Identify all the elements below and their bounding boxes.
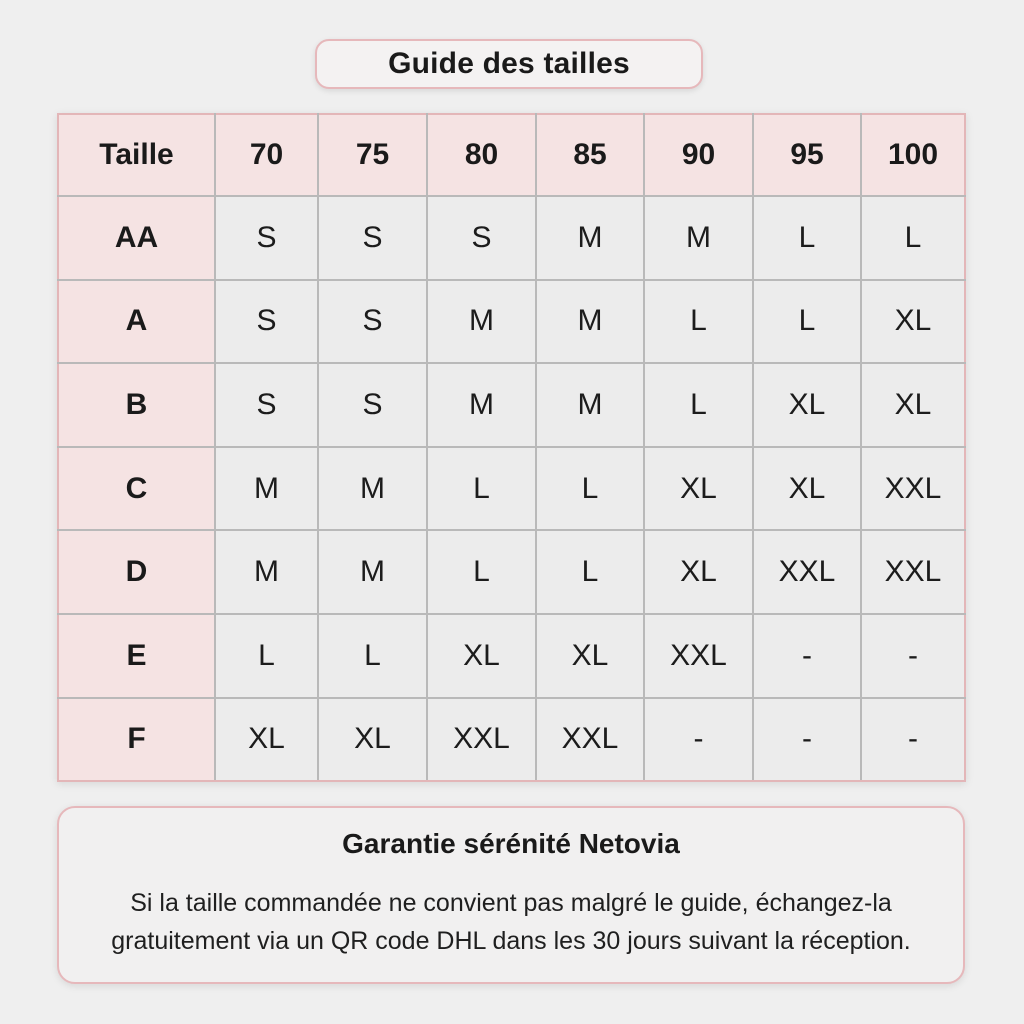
- table-row: [58, 196, 965, 280]
- table-cell: XL: [644, 530, 753, 614]
- table-header-row: [58, 114, 965, 196]
- guarantee-text-line: gratuitement via un QR code DHL dans les 30 jours suivant la réception.: [111, 927, 911, 955]
- table-cell: S: [318, 196, 427, 280]
- table-row: [58, 280, 965, 364]
- table-cell: XL: [753, 363, 861, 447]
- table-cell: XXL: [753, 530, 861, 614]
- table-cell: M: [536, 363, 644, 447]
- table-cell: -: [753, 698, 861, 782]
- column-header: 70: [215, 114, 318, 196]
- table-cell: XXL: [427, 698, 536, 782]
- table-cell: L: [536, 530, 644, 614]
- table-cell: S: [215, 363, 318, 447]
- table-cell: -: [644, 698, 753, 782]
- table-cell: -: [861, 614, 965, 698]
- header-label-cell: Taille: [58, 114, 215, 196]
- row-label: C: [58, 447, 215, 531]
- page-title: Guide des tailles: [315, 39, 703, 89]
- row-label: AA: [58, 196, 215, 280]
- table-row: [58, 363, 965, 447]
- column-header: 90: [644, 114, 753, 196]
- table-cell: XL: [427, 614, 536, 698]
- table-cell: L: [644, 363, 753, 447]
- column-header: 100: [861, 114, 965, 196]
- guarantee-box: [57, 806, 965, 984]
- table-cell: -: [861, 698, 965, 782]
- size-table: [57, 113, 966, 782]
- table-cell: S: [318, 363, 427, 447]
- table-cell: L: [318, 614, 427, 698]
- table-cell: S: [215, 196, 318, 280]
- row-label: B: [58, 363, 215, 447]
- table-cell: XL: [644, 447, 753, 531]
- table-cell: M: [215, 447, 318, 531]
- table-cell: S: [427, 196, 536, 280]
- column-header: 85: [536, 114, 644, 196]
- table-cell: XXL: [861, 447, 965, 531]
- row-label: E: [58, 614, 215, 698]
- table-cell: M: [318, 530, 427, 614]
- table-cell: L: [536, 447, 644, 531]
- row-label: A: [58, 280, 215, 364]
- table-cell: L: [861, 196, 965, 280]
- table-cell: L: [753, 280, 861, 364]
- table-row: [58, 447, 965, 531]
- table-cell: M: [318, 447, 427, 531]
- column-header: 95: [753, 114, 861, 196]
- table-cell: XL: [318, 698, 427, 782]
- table-cell: XL: [215, 698, 318, 782]
- table-row: [58, 698, 965, 782]
- guarantee-title: Garantie sérénité Netovia: [342, 828, 680, 859]
- table-cell: L: [427, 447, 536, 531]
- guarantee-text-line: Si la taille commandée ne convient pas malgré le guide, échangez-la: [130, 889, 892, 917]
- table-cell: M: [427, 280, 536, 364]
- column-header: 75: [318, 114, 427, 196]
- table-cell: XXL: [536, 698, 644, 782]
- table-cell: XXL: [644, 614, 753, 698]
- column-header: 80: [427, 114, 536, 196]
- row-label: D: [58, 530, 215, 614]
- table-row: [58, 614, 965, 698]
- table-cell: M: [536, 280, 644, 364]
- table-cell: -: [753, 614, 861, 698]
- guarantee-text: [79, 884, 943, 960]
- table-cell: M: [427, 363, 536, 447]
- table-cell: M: [215, 530, 318, 614]
- table-cell: L: [644, 280, 753, 364]
- table-cell: L: [215, 614, 318, 698]
- table-cell: L: [427, 530, 536, 614]
- table-row: [58, 530, 965, 614]
- table-cell: S: [215, 280, 318, 364]
- table-cell: XL: [536, 614, 644, 698]
- table-cell: L: [753, 196, 861, 280]
- table-cell: XL: [861, 363, 965, 447]
- table-cell: S: [318, 280, 427, 364]
- table-cell: M: [644, 196, 753, 280]
- row-label: F: [58, 698, 215, 782]
- table-cell: XXL: [861, 530, 965, 614]
- table-cell: XL: [753, 447, 861, 531]
- table-cell: M: [536, 196, 644, 280]
- table-cell: XL: [861, 280, 965, 364]
